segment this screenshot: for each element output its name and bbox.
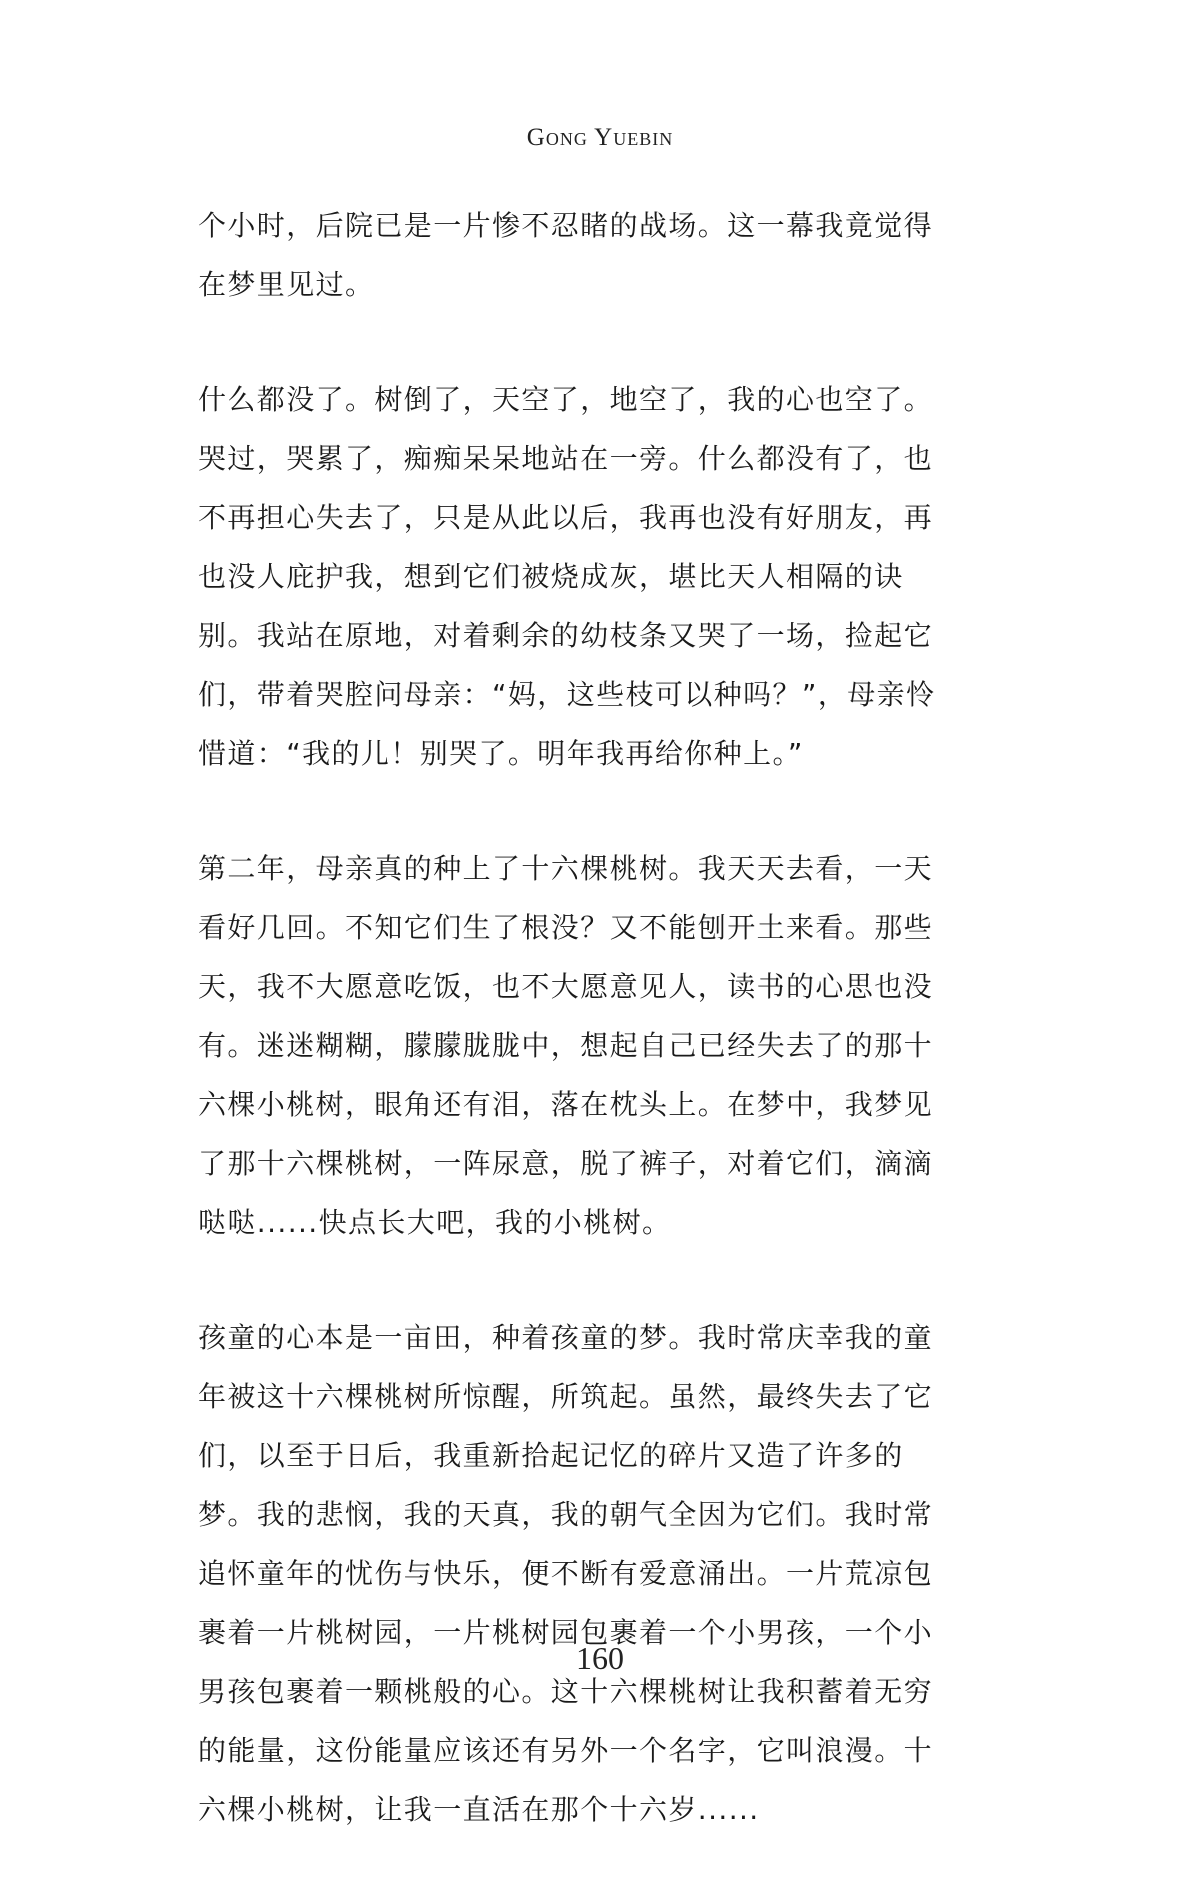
paragraph [198,839,1002,1252]
text-line: 在梦里见过。 [198,268,375,301]
text-line: 的能量，这份能量应该还有另外一个名字，它叫浪漫。十 [198,1734,934,1767]
text-line: 不再担心失去了，只是从此以后，我再也没有好朋友，再 [198,501,934,534]
paragraph [198,196,1002,314]
text-line: 裹着一片桃树园，一片桃树园包裹着一个小男孩，一个小 [198,1616,934,1649]
text-line: 们，以至于日后，我重新拾起记忆的碎片又造了许多的 [198,1439,904,1472]
paragraph [198,1308,1002,1839]
text-line: 个小时，后院已是一片惨不忍睹的战场。这一幕我竟觉得 [198,209,934,242]
text-line: 什么都没了。树倒了，天空了，地空了，我的心也空了。 [198,383,934,416]
text-line: 追怀童年的忧伤与快乐，便不断有爱意涌出。一片荒凉包 [198,1557,934,1590]
text-line: 也没人庇护我，想到它们被烧成灰，堪比天人相隔的诀 [198,560,904,593]
text-line: 孩童的心本是一亩田，种着孩童的梦。我时常庆幸我的童 [198,1321,934,1354]
text-line: 有。迷迷糊糊，朦朦胧胧中，想起自己已经失去了的那十 [198,1029,934,1062]
text-line: 六棵小桃树，眼角还有泪，落在枕头上。在梦中，我梦见 [198,1088,934,1121]
page-number: 160 [576,1640,624,1676]
text-line: 男孩包裹着一颗桃般的心。这十六棵桃树让我积蓄着无穷 [198,1675,934,1708]
text-line: 了那十六棵桃树，一阵尿意，脱了裤子，对着它们，滴滴 [198,1147,934,1180]
text-line: 第二年，母亲真的种上了十六棵桃树。我天天去看，一天 [198,852,934,885]
paragraph [198,370,1002,783]
text-line: 天，我不大愿意吃饭，也不大愿意见人，读书的心思也没 [198,970,934,1003]
text-line: 哭过，哭累了，痴痴呆呆地站在一旁。什么都没有了，也 [198,442,934,475]
text-line: 们，带着哭腔问母亲：“妈，这些枝可以种吗？”，母亲怜 [198,678,936,711]
text-line: 梦。我的悲悯，我的天真，我的朝气全因为它们。我时常 [198,1498,934,1531]
text-line: 哒哒......快点长大吧，我的小桃树。 [198,1206,672,1239]
text-line: 看好几回。不知它们生了根没？又不能刨开土来看。那些 [198,911,934,944]
text-line: 六棵小桃树，让我一直活在那个十六岁...... [198,1793,760,1826]
text-line: 别。我站在原地，对着剩余的幼枝条又哭了一场，捡起它 [198,619,934,652]
running-header-author: Gong Yuebin [526,124,674,151]
text-line: 惜道：“我的儿！别哭了。明年我再给你种上。” [198,737,804,770]
text-line: 年被这十六棵桃树所惊醒，所筑起。虽然，最终失去了它 [198,1380,934,1413]
